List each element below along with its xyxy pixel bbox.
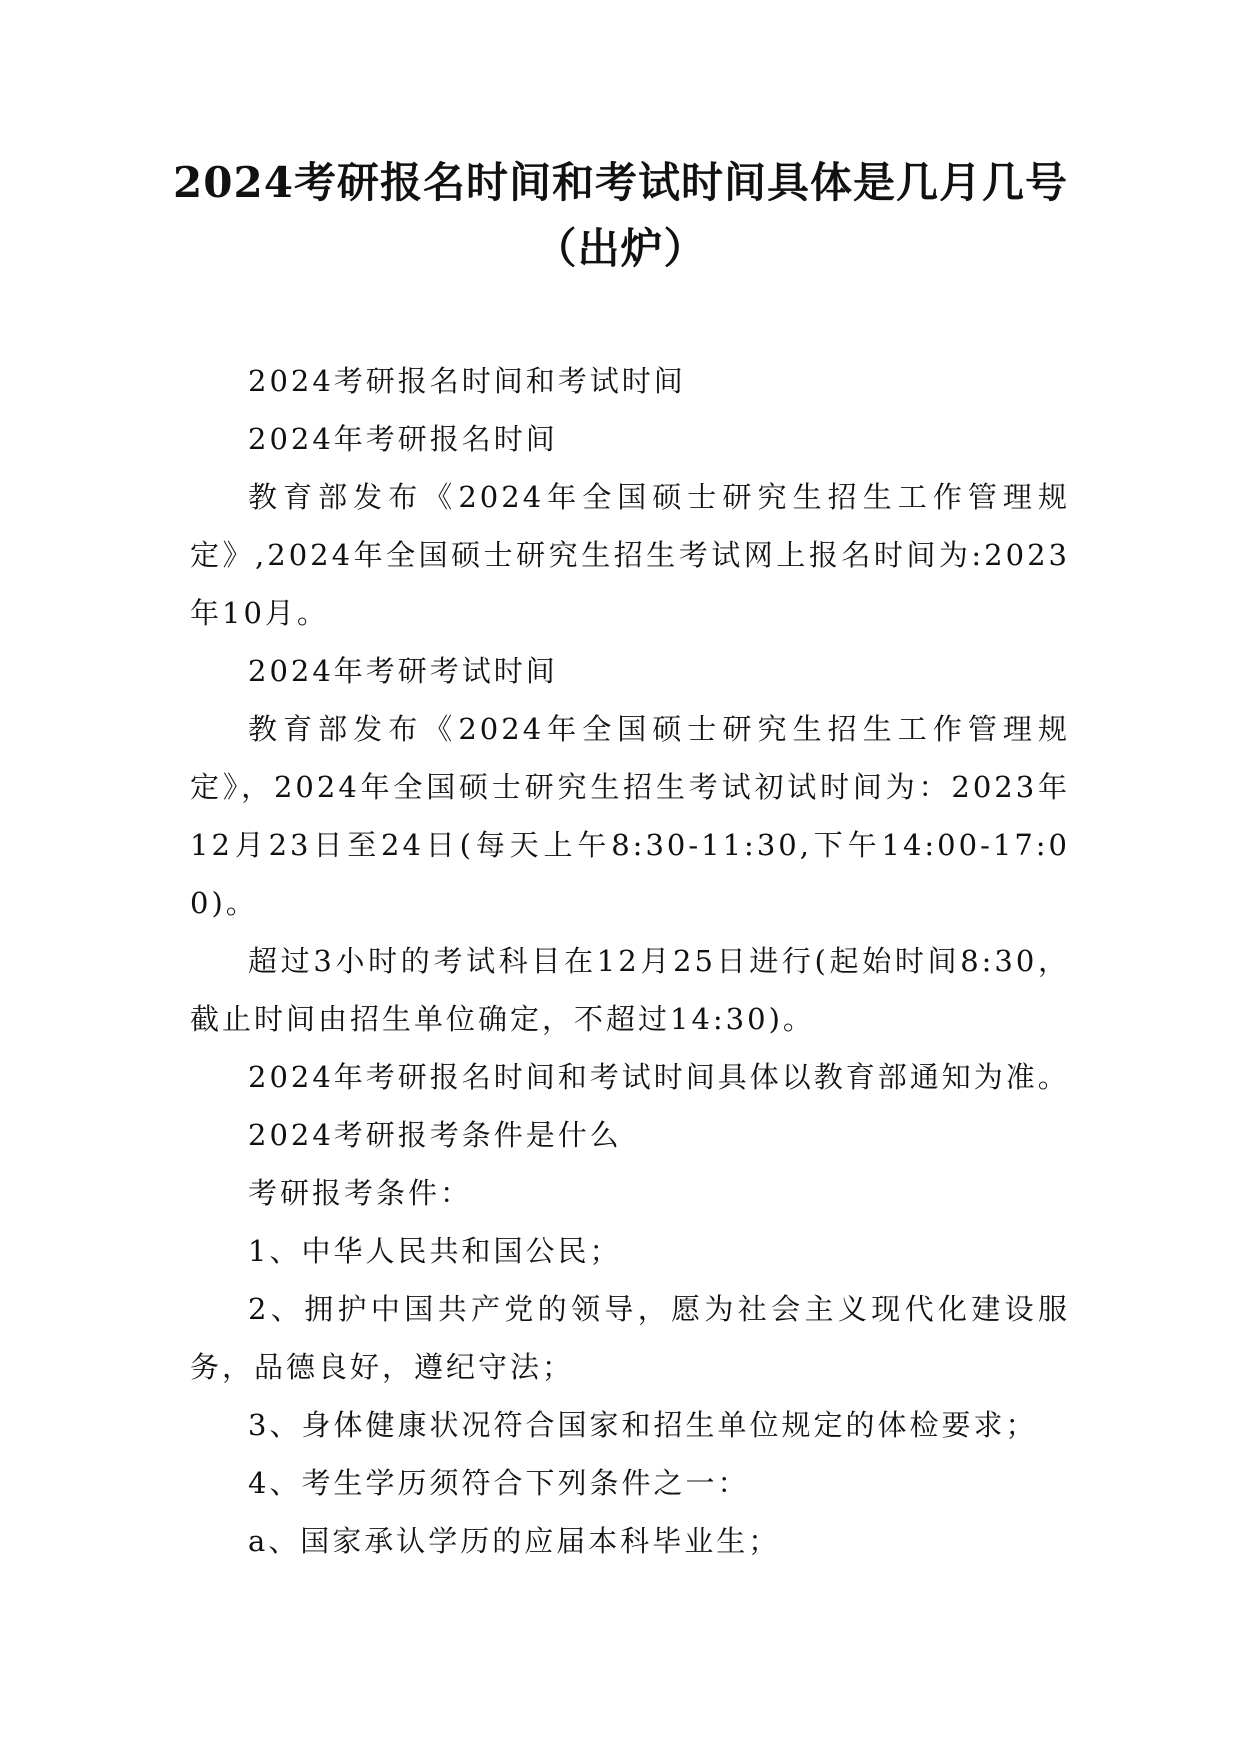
paragraph-long-exam-subjects: 超过3小时的考试科目在12月25日进行(起始时间8:30，截止时间由招生单位确定，不超过14:30)。 (190, 944, 1070, 1036)
paragraph-heading-exam-times: 2024考研报名时间和考试时间 (248, 364, 686, 398)
paragraph-exam-time-details: 教育部发布《2024年全国硕士研究生招生工作管理规定》，2024年全国硕士研究生招生考试初试时间为：2023年12月23日至24日(每天上午8:30-11:30,下午14:00-17:00)。 (190, 712, 1070, 920)
paragraph-condition-2: 2、拥护中国共产党的领导，愿为社会主义现代化建设服务，品德良好，遵纪守法； (190, 1292, 1070, 1384)
paragraph-conditions-intro: 考研报考条件： (248, 1176, 473, 1210)
paragraph-official-notice: 2024年考研报名时间和考试时间具体以教育部通知为准。 (248, 1060, 1070, 1094)
paragraph-registration-details: 教育部发布《2024年全国硕士研究生招生工作管理规定》,2024年全国硕士研究生招生考试网上报名时间为:2023年10月。 (190, 480, 1070, 630)
document-body (190, 352, 1070, 1570)
paragraph-condition-1: 1、中华人民共和国公民； (248, 1234, 622, 1268)
paragraph-conditions-heading: 2024考研报考条件是什么 (248, 1118, 622, 1152)
paragraph-condition-4a: a、国家承认学历的应届本科毕业生； (248, 1524, 781, 1558)
document-title: 2024考研报名时间和考试时间具体是几月几号（出炉） (173, 158, 1068, 273)
paragraph-exam-time-heading: 2024年考研考试时间 (248, 654, 558, 688)
paragraph-condition-3: 3、身体健康状况符合国家和招生单位规定的体检要求； (248, 1408, 1038, 1442)
paragraph-condition-4: 4、考生学历须符合下列条件之一： (248, 1466, 750, 1500)
paragraph-registration-heading: 2024年考研报名时间 (248, 422, 558, 456)
